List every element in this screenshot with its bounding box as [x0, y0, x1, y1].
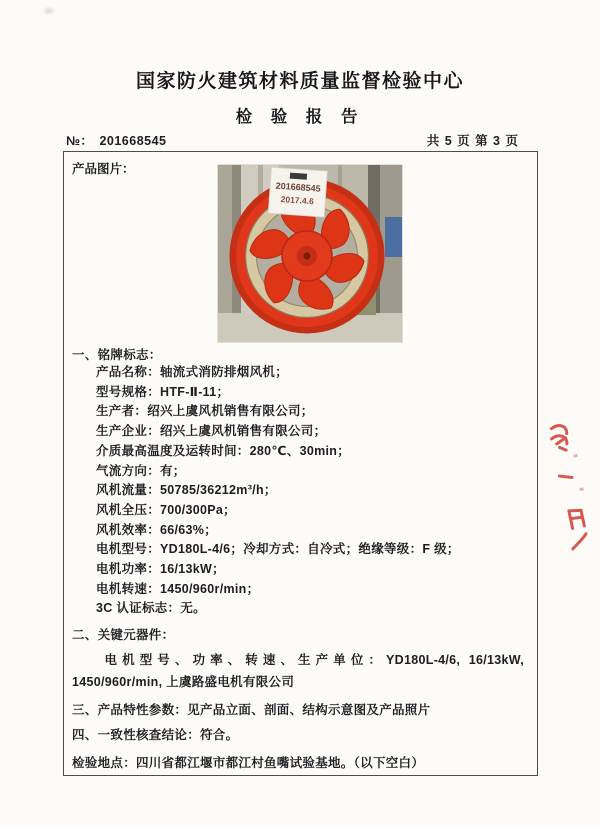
spec-item: 生产企业：绍兴上虞风机销售有限公司； [96, 424, 327, 439]
org-title: 国家防火建筑材料质量监督检验中心 [135, 71, 464, 92]
inspection-location-line: 检验地点：四川省都江堰市都江村鱼嘴试验基地。（以下空白） [72, 756, 425, 770]
spec-item: 型号规格：HTF-Ⅱ-11； [96, 384, 230, 399]
report-content-box [63, 151, 538, 776]
tag-barcode [290, 173, 307, 180]
photo-sample-tag [268, 167, 327, 217]
spec-item: 风机效率：66/63%； [96, 522, 217, 537]
spec-item: 产品名称：轴流式消防排烟风机； [96, 365, 289, 379]
tag-number: 201668545 [275, 180, 321, 194]
report-number-value: 201668545 [99, 134, 167, 148]
spec-item: 电机功率：16/13kW； [96, 562, 225, 577]
photo-blue-object [385, 217, 402, 257]
spec-item: 生产者：绍兴上虞风机销售有限公司； [96, 404, 314, 419]
spec-item: 介质最高温度及运转时间：280℃、30min； [96, 443, 351, 458]
report-title: 检 验 报 告 [235, 108, 365, 126]
spec-item: 风机流量：50785/36212m³/h； [96, 483, 277, 498]
section4-line: 四、一致性核查结论：符合。 [72, 728, 239, 742]
section1-heading: 一、铭牌标志： [72, 348, 162, 362]
report-number [66, 131, 167, 149]
spec-item: 气流方向：有； [96, 463, 186, 478]
page-info: 共 5 页 第 3 页 [426, 134, 519, 148]
spec-item: 风机全压：700/300Pa； [96, 502, 236, 517]
spec-item: 电机型号：YD180L-4/6；冷却方式：自冷式；绝缘等级：F 级； [96, 542, 460, 557]
key-components-text: 电机型号、功率、转速、生产单位：YD180L-4/6, 16/13kW, 1450/960r/min, 上虞路盛电机有限公司 [72, 653, 524, 689]
scan-artifact [42, 6, 56, 16]
section3-line: 三、产品特性参数：见产品立面、剖面、结构示意图及产品照片 [72, 703, 431, 717]
report-number-label: №： [66, 134, 94, 148]
product-photo [218, 165, 402, 342]
seal-stamp [547, 412, 595, 572]
spec-item: 电机转速：1450/960r/min； [96, 581, 260, 596]
spec-item: 3C 认证标志：无。 [96, 601, 206, 616]
photo-section-label: 产品图片： [72, 162, 135, 176]
tag-date: 2017.4.6 [280, 194, 315, 207]
section2-heading: 二、关键元器件： [72, 628, 175, 642]
nameplate-spec-list [96, 363, 526, 619]
